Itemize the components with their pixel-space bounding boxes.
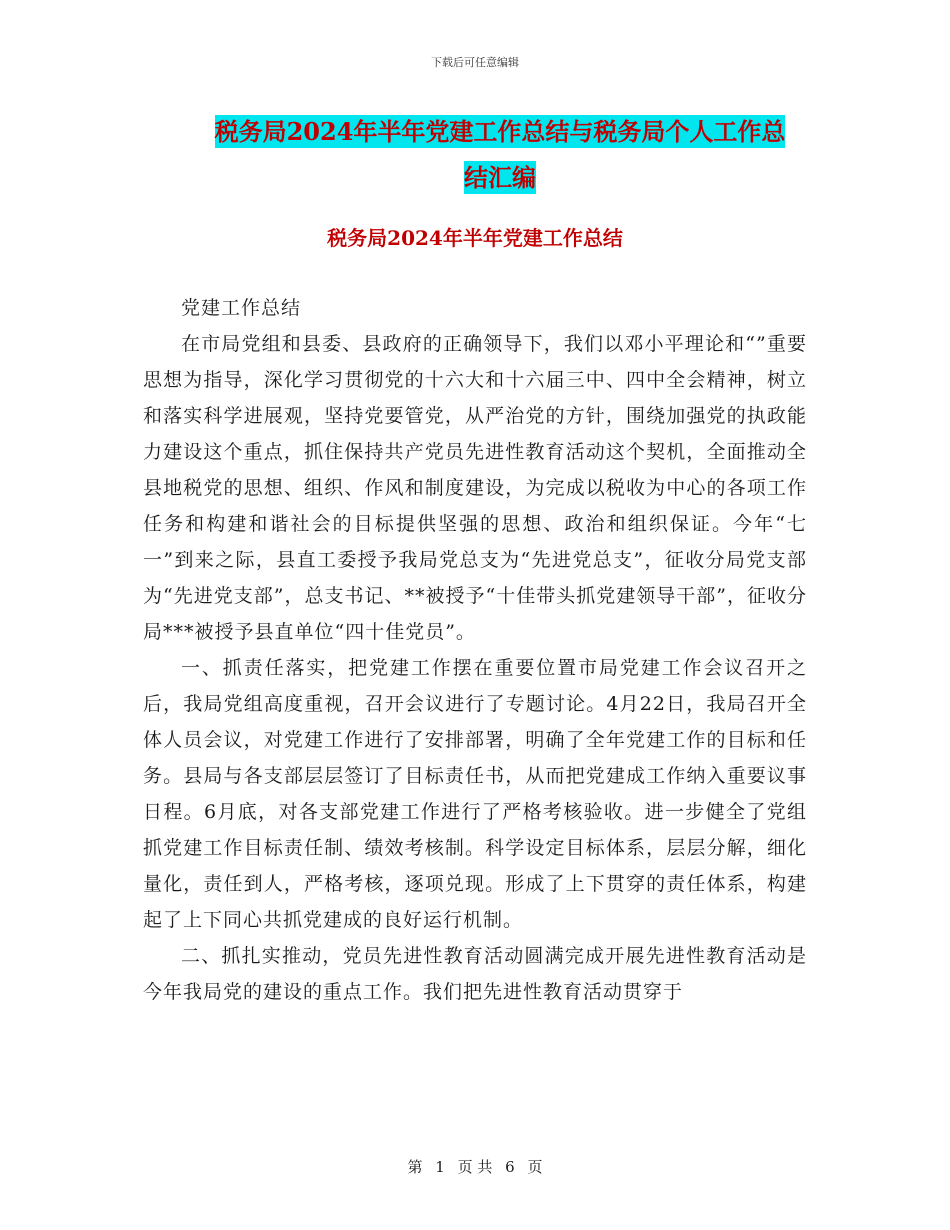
section-title: 税务局2024年半年党建工作总结 bbox=[327, 226, 623, 250]
current-page-number: 1 bbox=[435, 1158, 445, 1176]
footer-suffix: 页 bbox=[527, 1158, 543, 1176]
paragraph: 在市局党组和县委、县政府的正确领导下，我们以邓小平理论和“”重要思想为指导，深化学习贯彻党的十六大和十六届三中、四中全会精神，树立和落实科学进展观，坚持党要管党，从严治党的方针，围绕加强党的执政能力建设这个重点，抓住保持共产党员先进性教育活动这个契机，全面推动全县地税党的思想、组织、作风和制度建设，为完成以税收为中心的各项工作任务和构建和谐社会的目标提供坚强的思想、政治和组织保证。今年“七一”到来之际，县直工委授予我局党总支为“先进党总支”，征收分局党支部为“先进党支部”，总支书记、**被授予“十佳带头抓党建领导干部”，征收分局***被授予县直单位“四十佳党员”。 bbox=[143, 333, 807, 643]
body-text bbox=[143, 290, 807, 1010]
document-title bbox=[140, 109, 860, 201]
footer-middle: 页 共 bbox=[457, 1158, 493, 1176]
header-note: 下载后可任意编辑 bbox=[431, 56, 519, 69]
title-line-2: 结汇编 bbox=[464, 163, 536, 192]
page-footer bbox=[0, 1156, 950, 1177]
title-line-1: 税务局2024年半年党建工作总结与税务局个人工作总 bbox=[214, 117, 786, 146]
paragraph: 二、抓扎实推动，党员先进性教育活动圆满完成开展先进性教育活动是今年我局党的建设的重点工作。我们把先进性教育活动贯穿于 bbox=[143, 945, 807, 1003]
total-pages-number: 6 bbox=[505, 1158, 515, 1176]
footer-prefix: 第 bbox=[407, 1158, 423, 1176]
paragraph: 党建工作总结 bbox=[181, 297, 302, 319]
paragraph: 一、抓责任落实，把党建工作摆在重要位置市局党建工作会议召开之后，我局党组高度重视，召开会议进行了专题讨论。4月22日，我局召开全体人员会议，对党建工作进行了安排部署，明确了全年党建工作的目标和任务。县局与各支部层层签订了目标责任书，从而把党建成工作纳入重要议事日程。6月底，对各支部党建工作进行了严格考核验收。进一步健全了党组抓党建工作目标责任制、绩效考核制。科学设定目标体系，层层分解，细化量化，责任到人，严格考核，逐项兑现。形成了上下贯穿的责任体系，构建起了上下同心共抓党建成的良好运行机制。 bbox=[143, 657, 807, 931]
